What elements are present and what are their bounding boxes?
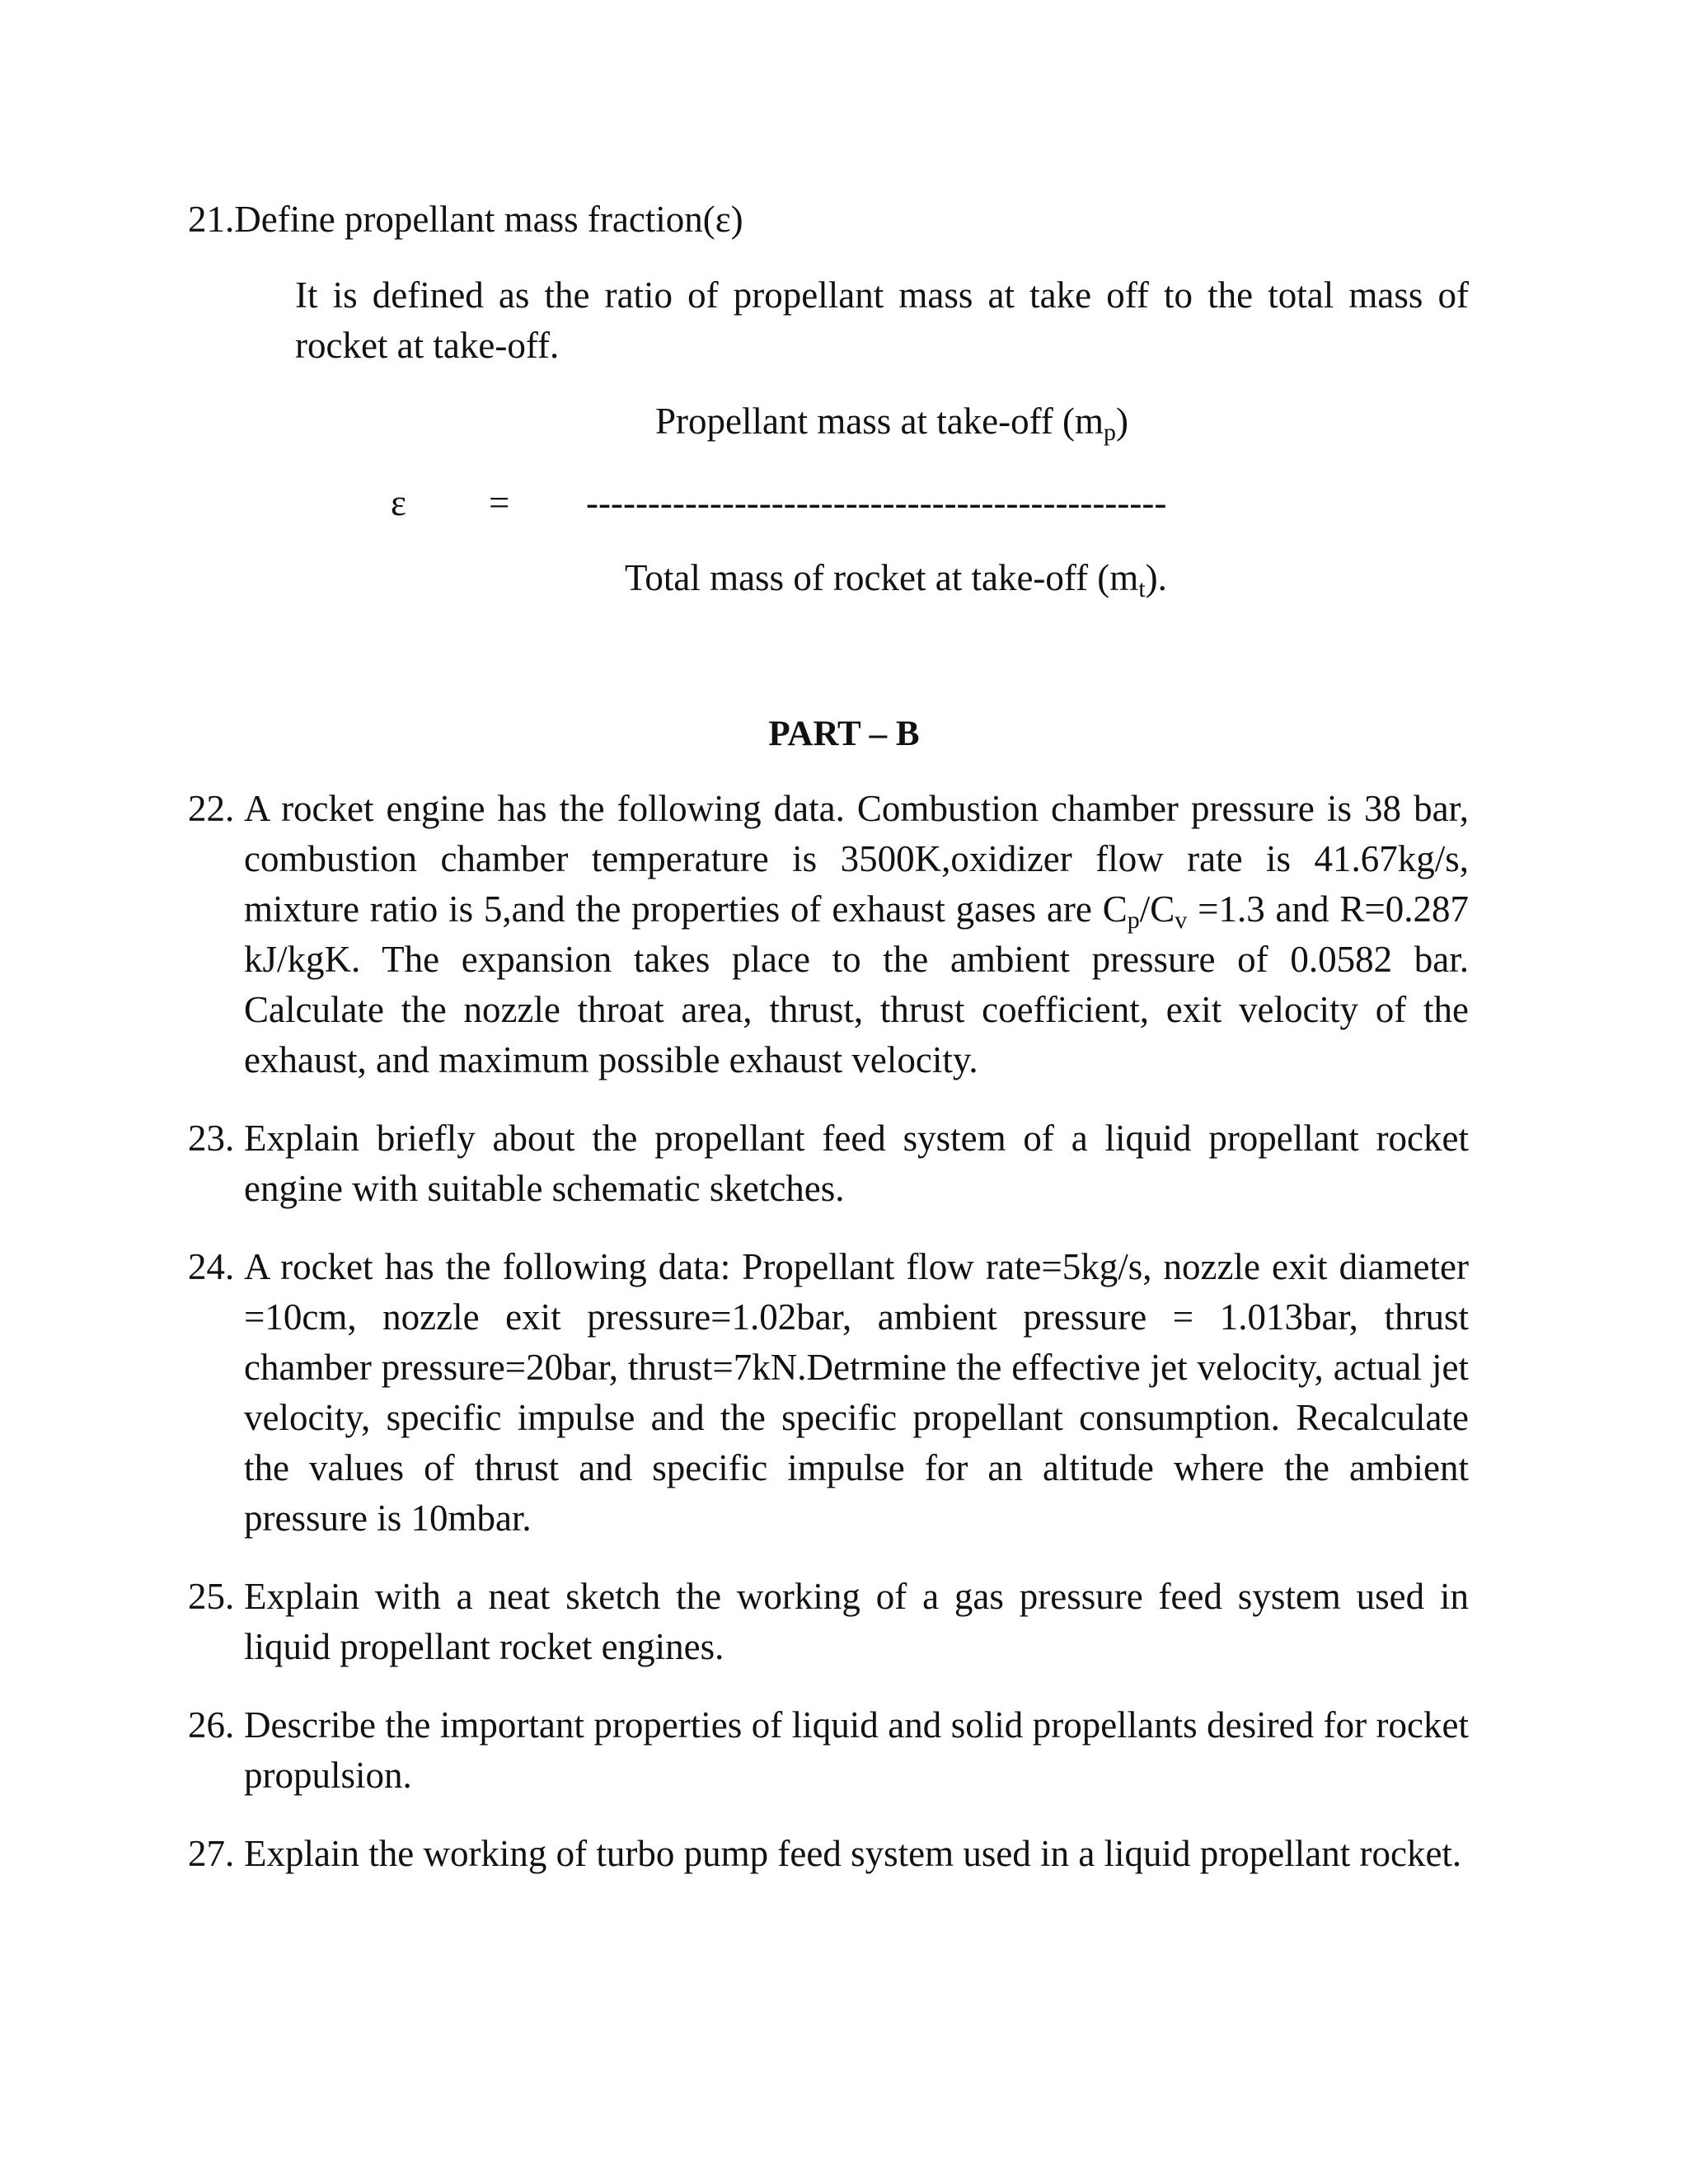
formula-denominator (625, 553, 1167, 603)
question-number: 25. (188, 1576, 235, 1617)
question-text: Define propellant mass fraction(ε) (234, 199, 743, 240)
equals-sign: = (489, 482, 510, 523)
question-number: 24. (188, 1246, 235, 1287)
question-number: 23. (188, 1118, 235, 1159)
question-number: 22. (188, 788, 235, 829)
numerator-end: ) (1116, 401, 1129, 442)
subscript-v: v (1175, 907, 1188, 934)
question-number: 21. (188, 199, 235, 240)
question-27 (188, 1829, 1469, 1879)
question-26 (188, 1700, 1469, 1801)
part-b-heading: PART – B (768, 715, 920, 753)
question-text-part: /C (1139, 888, 1175, 930)
question-text (244, 784, 1469, 1085)
question-number: 27. (188, 1833, 235, 1874)
numerator-text: Propellant mass at take-off (m (655, 401, 1104, 442)
question-text: Explain with a neat sketch the working of a gas pressure feed system used in liquid propellant rocket engines. (244, 1576, 1469, 1667)
denominator-end: ). (1145, 557, 1167, 598)
question-text-part: A rocket engine has the following data. Combustion chamber pressure is 38 bar, combustion chamber temperature is 3500K,oxidizer flow rate is 41.67kg/s, mixture ratio is 5,and the properties of exhaust gases are C (244, 788, 1469, 930)
epsilon-symbol: ε (391, 482, 406, 523)
formula-numerator (655, 396, 1128, 447)
question-25 (188, 1572, 1469, 1672)
question-number: 26. (188, 1704, 235, 1746)
question-text-part: =1.3 and R=0.287 kJ/kgK. The expansion takes place to the ambient pressure of 0.0582 bar. Calculate the nozzle throat area, thrust, thrust coefficient, exit velocity of the exhaust, and maximum possible exhaust velocity. (244, 888, 1469, 1080)
denominator-subscript: t (1138, 575, 1146, 602)
question-22 (188, 784, 1469, 1085)
fraction-line: ----------------------------------------------- (586, 482, 1167, 523)
denominator-text: Total mass of rocket at take-off (m (625, 557, 1139, 598)
question-23 (188, 1113, 1469, 1214)
question-text: A rocket has the following data: Propellant flow rate=5kg/s, nozzle exit diameter =10cm, nozzle exit pressure=1.02bar, ambient pressure = 1.013bar, thrust chamber pressure=20bar, thrust=7kN.Detrmine the effective jet velocity, actual jet velocity, specific impulse and the specific propellant consumption. Recalculate the values of thrust and specific impulse for an altitude where the ambient pressure is 10mbar. (244, 1246, 1469, 1539)
question-list (188, 784, 1469, 1907)
question-24 (188, 1242, 1469, 1544)
numerator-subscript: p (1104, 419, 1117, 446)
subscript-p: p (1127, 907, 1140, 934)
question-text: Explain briefly about the propellant feed system of a liquid propellant rocket engine with suitable schematic sketches. (244, 1118, 1469, 1209)
question-text: Explain the working of turbo pump feed system used in a liquid propellant rocket. (244, 1833, 1462, 1874)
question-21-answer: It is defined as the ratio of propellant mass at take off to the total mass of rocket at take-off. (295, 274, 1469, 366)
question-text: Describe the important properties of liquid and solid propellants desired for rocket propulsion. (244, 1704, 1469, 1796)
